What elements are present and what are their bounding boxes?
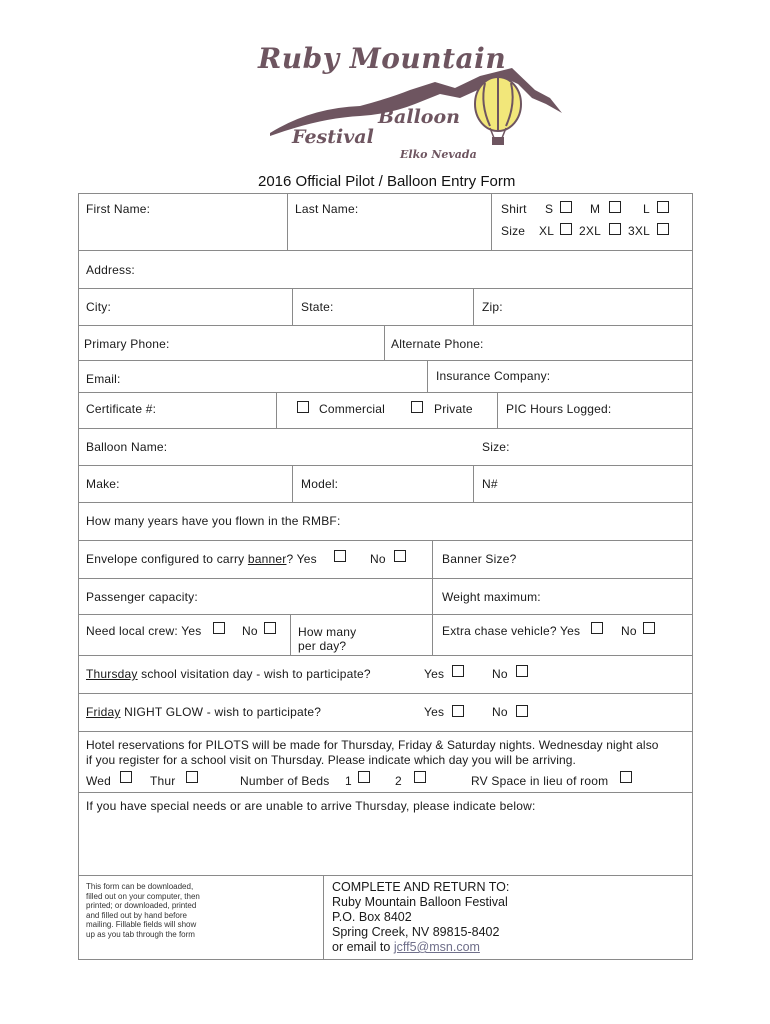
size-label: Size (501, 224, 526, 238)
thur-checkbox[interactable] (186, 771, 198, 783)
local-crew-yes-checkbox[interactable] (213, 622, 225, 634)
friday-yes-checkbox[interactable] (452, 705, 464, 717)
balloon-size-field[interactable]: Size: (482, 440, 510, 454)
email-field[interactable]: Email: (86, 372, 121, 386)
return-po-box: P.O. Box 8402 (332, 910, 412, 924)
friday-no-label: No (492, 705, 508, 719)
email-prefix: or email to (332, 940, 394, 954)
years-flown-field[interactable]: How many years have you flown in the RMBF: (86, 514, 341, 528)
alternate-phone-field[interactable]: Alternate Phone: (391, 337, 484, 351)
friday-yes-label: Yes (424, 705, 445, 719)
how-many-per-day-line1[interactable]: How many (298, 625, 357, 639)
extra-chase-no-label: No (621, 624, 637, 638)
thursday-rest: school visitation day - wish to participate? (137, 667, 371, 681)
number-of-beds-label: Number of Beds (240, 774, 330, 788)
address-field[interactable]: Address: (86, 263, 135, 277)
state-field[interactable]: State: (301, 300, 334, 314)
envelope-banner-question (86, 552, 317, 566)
pic-hours-field[interactable]: PIC Hours Logged: (506, 402, 612, 416)
shirt-s-label: S (545, 202, 554, 216)
special-needs-field[interactable]: If you have special needs or are unable to arrive Thursday, please indicate below: (86, 799, 536, 813)
private-checkbox[interactable] (411, 401, 423, 413)
form-title: 2016 Official Pilot / Balloon Entry Form (258, 173, 516, 190)
how-many-per-day-line2: per day? (298, 639, 347, 653)
beds-1-label: 1 (345, 774, 352, 788)
shirt-m-checkbox[interactable] (609, 201, 621, 213)
shirt-xl-label: XL (539, 224, 555, 238)
primary-phone-field[interactable]: Primary Phone: (84, 337, 170, 351)
thursday-yes-label: Yes (424, 667, 445, 681)
shirt-3xl-label: 3XL (628, 224, 650, 238)
thursday-word: Thursday (86, 667, 138, 681)
thursday-no-label: No (492, 667, 508, 681)
festival-logo (250, 38, 570, 168)
wed-label: Wed (86, 774, 112, 788)
wed-checkbox[interactable] (120, 771, 132, 783)
return-city-line: Spring Creek, NV 89815-8402 (332, 925, 500, 939)
envelope-banner-word: banner (247, 552, 287, 566)
n-number-field[interactable]: N# (482, 477, 498, 491)
shirt-l-label: L (643, 202, 650, 216)
hotel-info-line1: Hotel reservations for PILOTS will be made for Thursday, Friday & Saturday nights. Wednesday night also (86, 738, 659, 752)
logo-title-ruby-mountain: Ruby Mountain (258, 42, 507, 75)
city-field[interactable]: City: (86, 300, 111, 314)
email-link[interactable]: jcff5@msn.com (393, 940, 480, 954)
last-name-field[interactable]: Last Name: (295, 202, 359, 216)
shirt-2xl-checkbox[interactable] (609, 223, 621, 235)
first-name-field[interactable]: First Name: (86, 202, 151, 216)
make-field[interactable]: Make: (86, 477, 120, 491)
local-crew-no-label: No (242, 624, 258, 638)
beds-2-label: 2 (395, 774, 402, 788)
rv-space-label: RV Space in lieu of room (471, 774, 609, 788)
rv-space-checkbox[interactable] (620, 771, 632, 783)
return-email-line (332, 940, 509, 955)
shirt-3xl-checkbox[interactable] (657, 223, 669, 235)
shirt-l-checkbox[interactable] (657, 201, 669, 213)
need-local-crew-label: Need local crew: Yes (86, 624, 202, 638)
extra-chase-no-checkbox[interactable] (643, 622, 655, 634)
return-heading: COMPLETE AND RETURN TO: (332, 880, 510, 894)
insurance-company-field[interactable]: Insurance Company: (436, 369, 551, 383)
extra-chase-yes-checkbox[interactable] (591, 622, 603, 634)
shirt-2xl-label: 2XL (579, 224, 601, 238)
extra-chase-label: Extra chase vehicle? Yes (442, 624, 581, 638)
thur-label: Thur (150, 774, 176, 788)
certificate-field[interactable]: Certificate #: (86, 402, 157, 416)
envelope-prefix: Envelope configured to carry (86, 552, 248, 566)
shirt-label: Shirt (501, 202, 527, 216)
weight-maximum-field[interactable]: Weight maximum: (442, 590, 541, 604)
friday-rest: NIGHT GLOW - wish to participate? (120, 705, 322, 719)
zip-field[interactable]: Zip: (482, 300, 503, 314)
logo-title-balloon: Balloon (378, 106, 460, 128)
return-address-block (332, 880, 509, 955)
download-note: This form can be downloaded, filled out on your computer, then printed; or downloaded, printed and filled out by hand before mailing. Fillable fields will show up as you tab through the form (86, 882, 200, 939)
balloon-name-field[interactable]: Balloon Name: (86, 440, 168, 454)
envelope-suffix: ? Yes (286, 552, 317, 566)
shirt-xl-checkbox[interactable] (560, 223, 572, 235)
return-org: Ruby Mountain Balloon Festival (332, 895, 508, 909)
friday-night-glow-question (86, 705, 321, 719)
beds-2-checkbox[interactable] (414, 771, 426, 783)
friday-word: Friday (86, 705, 121, 719)
banner-size-field[interactable]: Banner Size? (442, 552, 517, 566)
thursday-visitation-question (86, 667, 371, 681)
private-label: Private (434, 402, 473, 416)
thursday-no-checkbox[interactable] (516, 665, 528, 677)
banner-no-label: No (370, 552, 386, 566)
shirt-m-label: M (590, 202, 601, 216)
banner-no-checkbox[interactable] (394, 550, 406, 562)
logo-title-festival: Festival (292, 126, 374, 148)
friday-no-checkbox[interactable] (516, 705, 528, 717)
passenger-capacity-field[interactable]: Passenger capacity: (86, 590, 198, 604)
banner-yes-checkbox[interactable] (334, 550, 346, 562)
beds-1-checkbox[interactable] (358, 771, 370, 783)
logo-subtitle-elko-nevada: Elko Nevada (400, 148, 477, 161)
commercial-label: Commercial (319, 402, 386, 416)
commercial-checkbox[interactable] (297, 401, 309, 413)
thursday-yes-checkbox[interactable] (452, 665, 464, 677)
model-field[interactable]: Model: (301, 477, 339, 491)
hotel-info-line2: if you register for a school visit on Thursday. Please indicate which day you will be arriving. (86, 753, 576, 767)
shirt-s-checkbox[interactable] (560, 201, 572, 213)
local-crew-no-checkbox[interactable] (264, 622, 276, 634)
